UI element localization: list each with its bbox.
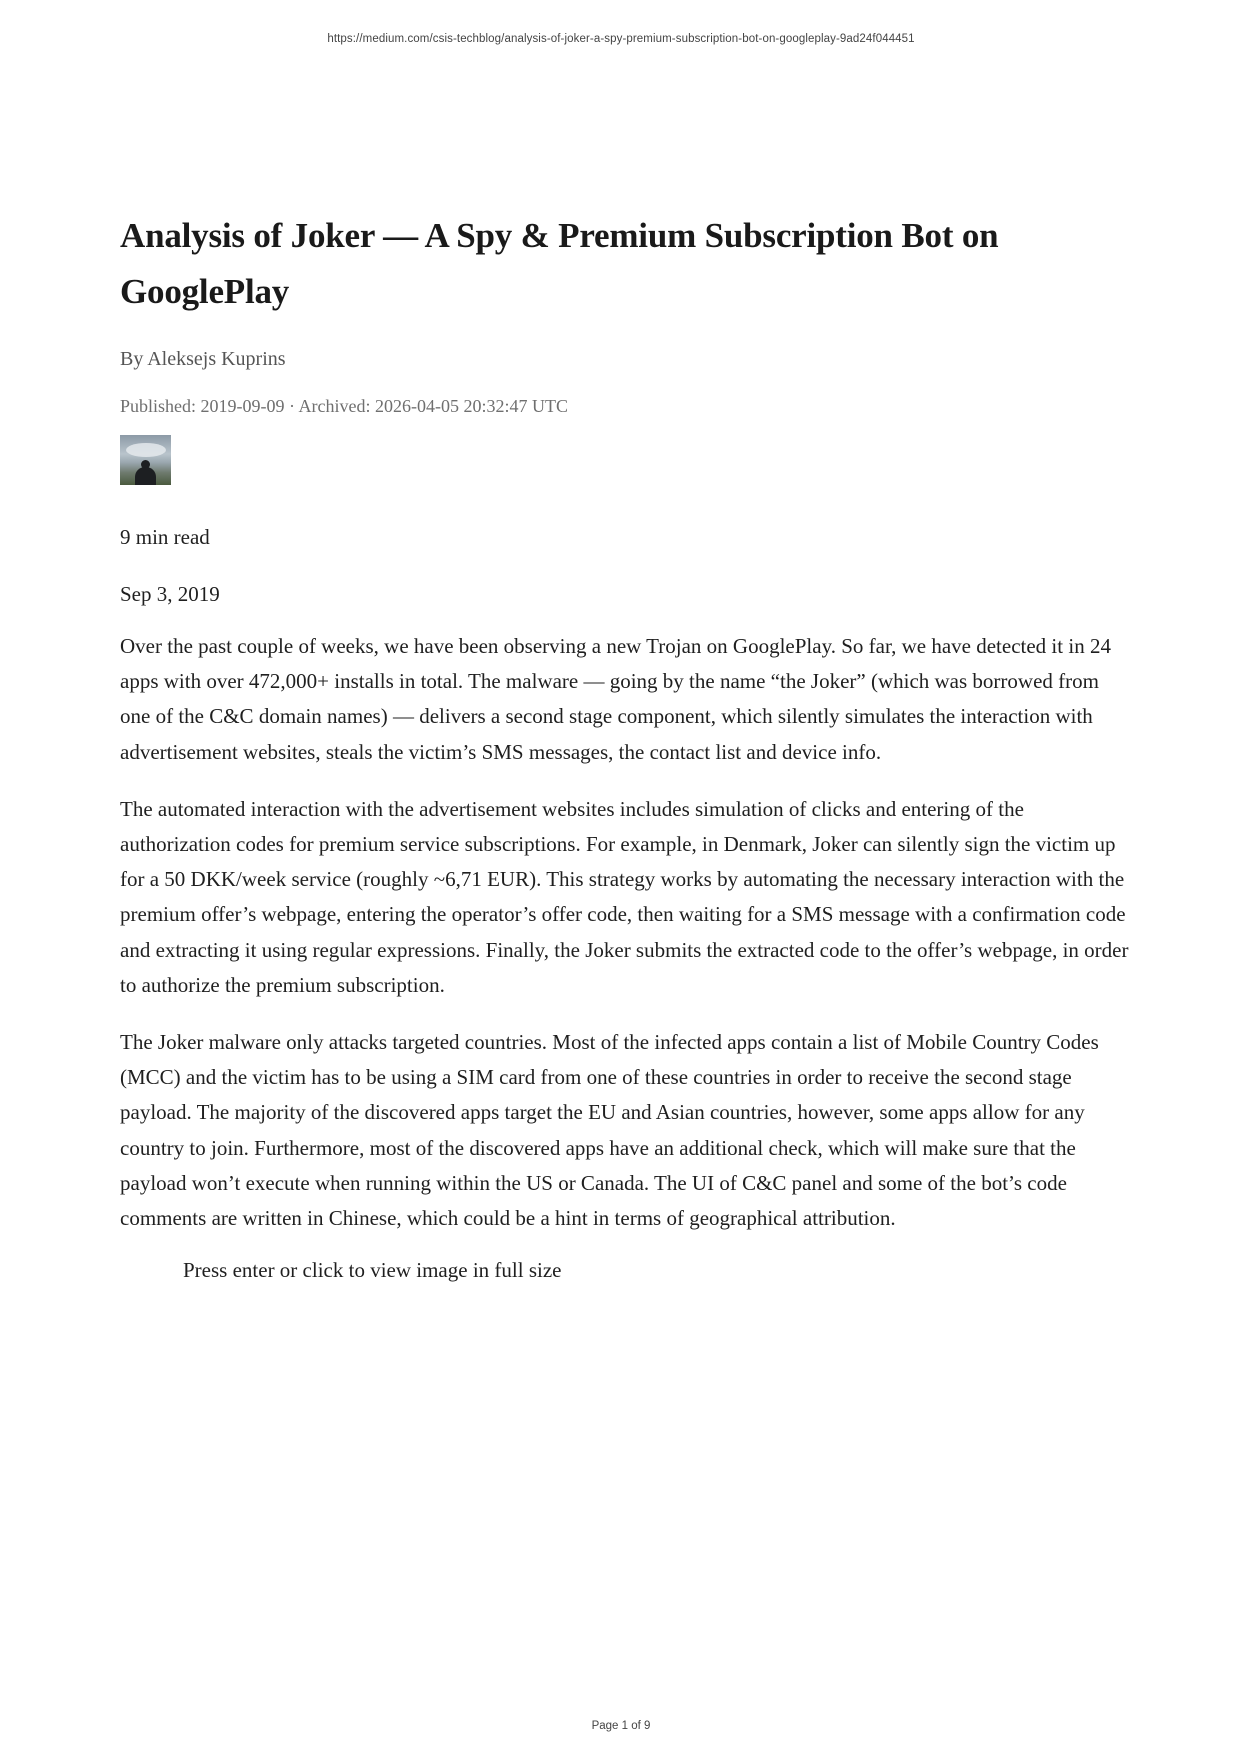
article-title: Analysis of Joker — A Spy & Premium Subscription Bot on GooglePlay — [120, 216, 999, 311]
article-date: Sep 3, 2019 — [120, 582, 220, 606]
body-paragraph-2: The automated interaction with the advertisement websites includes simulation of clicks and entering of the authorization codes for premium service subscriptions. For example, in Denmark, Joker can silently sign the victim up for a 50 DKK/week service (roughly ~6,71 EUR). This strategy works by automating the necessary interaction with the premium offer’s webpage, entering the operator’s offer code, then waiting for a SMS message with a confirmation code and extracting it using regular expressions. Finally, the Joker submits the extracted code to the offer’s webpage, in order to authorize the premium subscription. — [120, 796, 1129, 997]
read-time: 9 min read — [120, 525, 210, 549]
body-paragraph-3: The Joker malware only attacks targeted countries. Most of the infected apps contain a list of Mobile Country Codes (MCC) and the victim has to be using a SIM card from one of these countries in order to receive the second stage payload. The majority of the discovered apps target the EU and Asian countries, however, some apps allow for any country to join. Furthermore, most of the discovered apps have an additional check, which will make sure that the payload won’t execute when running within the US or Canada. The UI of C&C panel and some of the bot’s code comments are written in Chinese, which could be a hint in terms of geographical attribution. — [120, 1030, 1099, 1231]
page-number: Page 1 of 9 — [591, 1720, 651, 1732]
article — [120, 208, 1130, 1284]
view-image-full-size-link[interactable]: Press enter or click to view image in full size — [183, 1258, 562, 1283]
publish-archive-meta: Published: 2019-09-09 · Archived: 2026-04-05 20:32:47 UTC — [120, 396, 568, 416]
avatar-person-body — [135, 467, 156, 485]
avatar-sky — [126, 443, 166, 457]
source-url: https://medium.com/csis-techblog/analysis-of-joker-a-spy-premium-subscription-bot-on-googleplay-9ad24f044451 — [327, 33, 915, 45]
author-byline: By Aleksejs Kuprins — [120, 348, 286, 370]
author-avatar-photo-icon[interactable] — [120, 435, 171, 485]
body-paragraph-1: Over the past couple of weeks, we have been observing a new Trojan on GooglePlay. So far, we have detected it in 24 apps with over 472,000+ installs in total. The malware — going by the name “the Joker” (which was borrowed from one of the C&C domain names) — delivers a second stage component, which silently simulates the interaction with advertisement websites, steals the victim’s SMS messages, the contact list and device info. — [120, 634, 1111, 764]
